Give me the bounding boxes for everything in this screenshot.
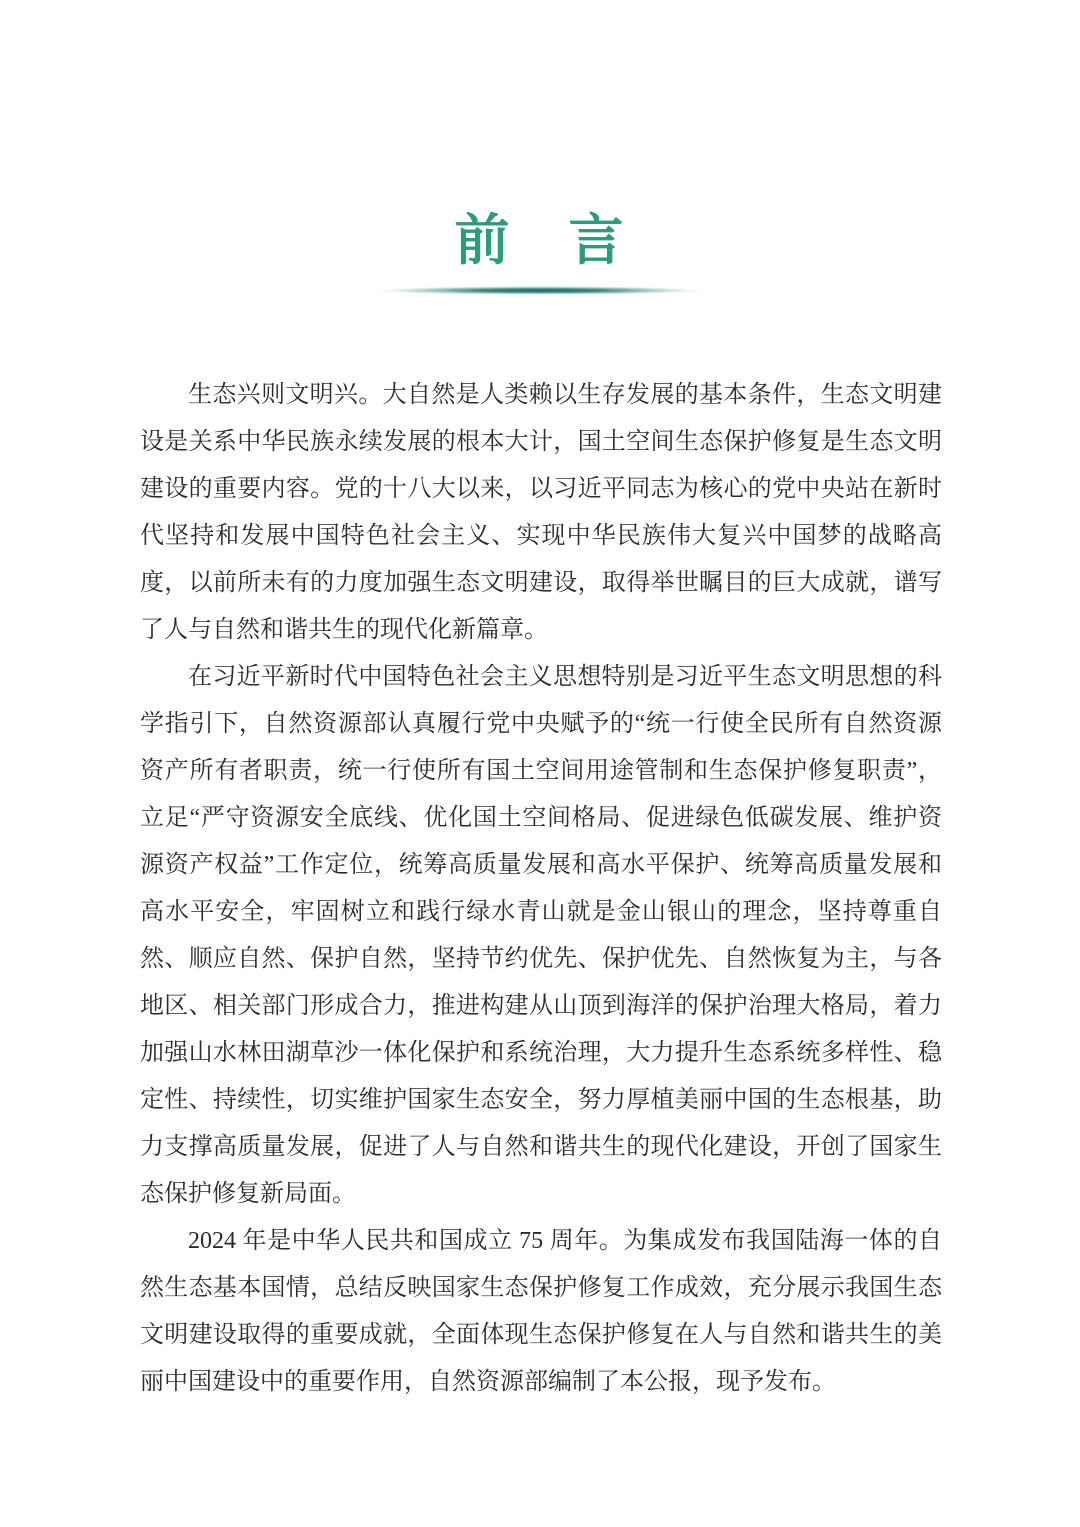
paragraph: 生态兴则文明兴。大自然是人类赖以生存发展的基本条件，生态文明建设是关系中华民族永续发展的根本大计，国土空间生态保护修复是生态文明建设的重要内容。党的十八大以来，以习近平同志为核心的党中央站在新时代坚持和发展中国特色社会主义、实现中华民族伟大复兴中国梦的战略高度，以前所未有的力度加强生态文明建设，取得举世瞩目的巨大成就，谱写了人与自然和谐共生的现代化新篇章。 xyxy=(140,382,942,643)
page-title: 前 言 xyxy=(454,209,626,271)
body-text xyxy=(140,372,942,1406)
paragraph: 在习近平新时代中国特色社会主义思想特别是习近平生态文明思想的科学指引下，自然资源部认真履行党中央赋予的“统一行使全民所有自然资源资产所有者职责，统一行使所有国土空间用途管制和生态保护修复职责”，立足“严守资源安全底线、优化国土空间格局、促进绿色低碳发展、维护资源资产权益”工作定位，统筹高质量发展和高水平保护、统筹高质量发展和高水平安全，牢固树立和践行绿水青山就是金山银山的理念，坚持尊重自然、顺应自然、保护自然，坚持节约优先、保护优先、自然恢复为主，与各地区、相关部门形成合力，推进构建从山顶到海洋的保护治理大格局，着力加强山水林田湖草沙一体化保护和系统治理，大力提升生态系统多样性、稳定性、持续性，切实维护国家生态安全，努力厚植美丽中国的生态根基，助力支撑高质量发展，促进了人与自然和谐共生的现代化建设，开创了国家生态保护修复新局面。 xyxy=(140,664,942,1207)
paragraph: 2024 年是中华人民共和国成立 75 周年。为集成发布我国陆海一体的自然生态基本国情，总结反映国家生态保护修复工作成效，充分展示我国生态文明建设取得的重要成就，全面体现生态保护修复在人与自然和谐共生的美丽中国建设中的重要作用，自然资源部编制了本公报，现予发布。 xyxy=(140,1228,942,1395)
title-divider xyxy=(375,286,705,295)
